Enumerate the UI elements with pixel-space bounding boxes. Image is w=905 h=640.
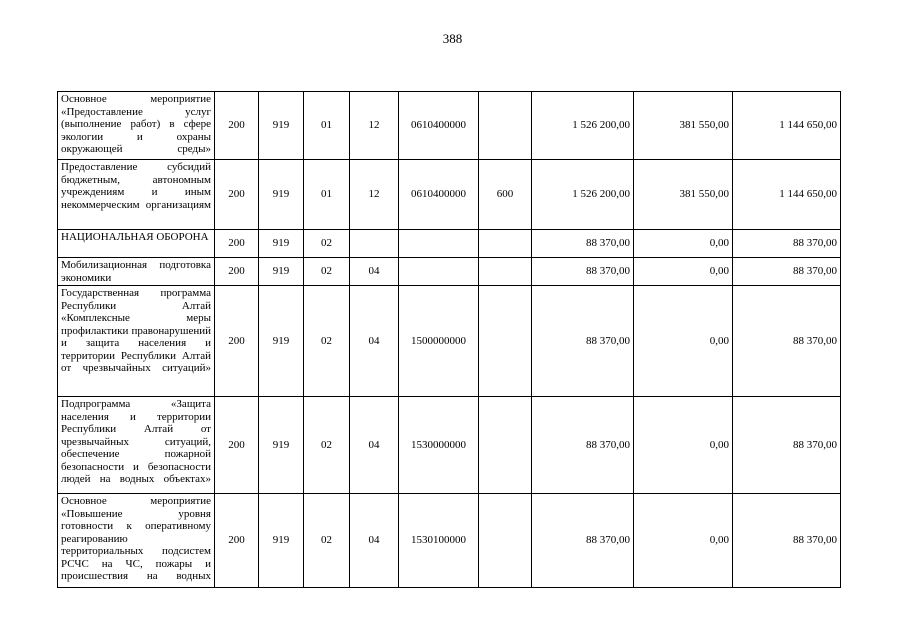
admin-code: 200 [215,258,259,286]
admin-code: 200 [215,397,259,494]
target-code: 1500000000 [399,286,479,397]
section-code: 02 [304,286,350,397]
subsection-code: 12 [350,92,399,160]
row-name: НАЦИОНАЛЬНАЯ ОБОРОНА [58,230,215,258]
target-code [399,230,479,258]
budget-table [57,91,841,588]
subsection-code: 04 [350,494,399,588]
expense-type-code [479,286,532,397]
grbs-code: 919 [259,258,304,286]
subsection-code: 12 [350,160,399,230]
admin-code: 200 [215,92,259,160]
total-amount: 88 370,00 [532,397,634,494]
amount-2: 1 144 650,00 [733,92,841,160]
admin-code: 200 [215,494,259,588]
row-name: Предоставление субсидий бюджетным, автономным учреждениям и иным некоммерческим организациям [58,160,215,230]
admin-code: 200 [215,230,259,258]
total-amount: 88 370,00 [532,286,634,397]
grbs-code: 919 [259,397,304,494]
row-name: Государственная программа Республики Алтай «Комплексные меры профилактики правонарушений и защита населения и территории Республики Алтай от чрезвычайных ситуаций» [58,286,215,397]
table-row [58,494,841,588]
total-amount: 88 370,00 [532,494,634,588]
total-amount: 1 526 200,00 [532,160,634,230]
grbs-code: 919 [259,160,304,230]
table-row [58,160,841,230]
page-number: 388 [442,31,463,46]
subsection-code: 04 [350,258,399,286]
table-row [58,397,841,494]
grbs-code: 919 [259,286,304,397]
expense-type-code [479,494,532,588]
total-amount: 88 370,00 [532,230,634,258]
expense-type-code [479,230,532,258]
amount-2: 88 370,00 [733,397,841,494]
section-code: 02 [304,258,350,286]
subsection-code: 04 [350,286,399,397]
row-name: Мобилизационная подготовка экономики [58,258,215,286]
target-code [399,258,479,286]
section-code: 01 [304,160,350,230]
target-code: 0610400000 [399,160,479,230]
section-code: 02 [304,230,350,258]
table-row [58,230,841,258]
grbs-code: 919 [259,92,304,160]
amount-2: 88 370,00 [733,494,841,588]
section-code: 02 [304,494,350,588]
amount-1: 381 550,00 [634,92,733,160]
expense-type-code [479,258,532,286]
target-code: 1530100000 [399,494,479,588]
subsection-code: 04 [350,397,399,494]
amount-1: 0,00 [634,397,733,494]
amount-1: 381 550,00 [634,160,733,230]
amount-2: 88 370,00 [733,230,841,258]
amount-1: 0,00 [634,258,733,286]
row-name: Основное мероприятие «Повышение уровня готовности к оперативному реагированию территориальных подсистем РСЧС на ЧС, пожары и происшествия на водных [58,494,215,588]
subsection-code [350,230,399,258]
total-amount: 88 370,00 [532,258,634,286]
amount-1: 0,00 [634,494,733,588]
expense-type-code [479,92,532,160]
expense-type-code: 600 [479,160,532,230]
target-code: 1530000000 [399,397,479,494]
table-row [58,92,841,160]
admin-code: 200 [215,160,259,230]
grbs-code: 919 [259,230,304,258]
expense-type-code [479,397,532,494]
amount-1: 0,00 [634,230,733,258]
amount-2: 88 370,00 [733,286,841,397]
grbs-code: 919 [259,494,304,588]
row-name: Основное мероприятие «Предоставление услуг (выполнение работ) в сфере экологии и охраны окружающей среды» [58,92,215,160]
total-amount: 1 526 200,00 [532,92,634,160]
section-code: 02 [304,397,350,494]
admin-code: 200 [215,286,259,397]
amount-2: 1 144 650,00 [733,160,841,230]
table-row [58,258,841,286]
table-row [58,286,841,397]
target-code: 0610400000 [399,92,479,160]
amount-2: 88 370,00 [733,258,841,286]
amount-1: 0,00 [634,286,733,397]
section-code: 01 [304,92,350,160]
row-name: Подпрограмма «Защита населения и территории Республики Алтай от чрезвычайных ситуаций, обеспечение пожарной безопасности и безопасности людей на водных объектах» [58,397,215,494]
